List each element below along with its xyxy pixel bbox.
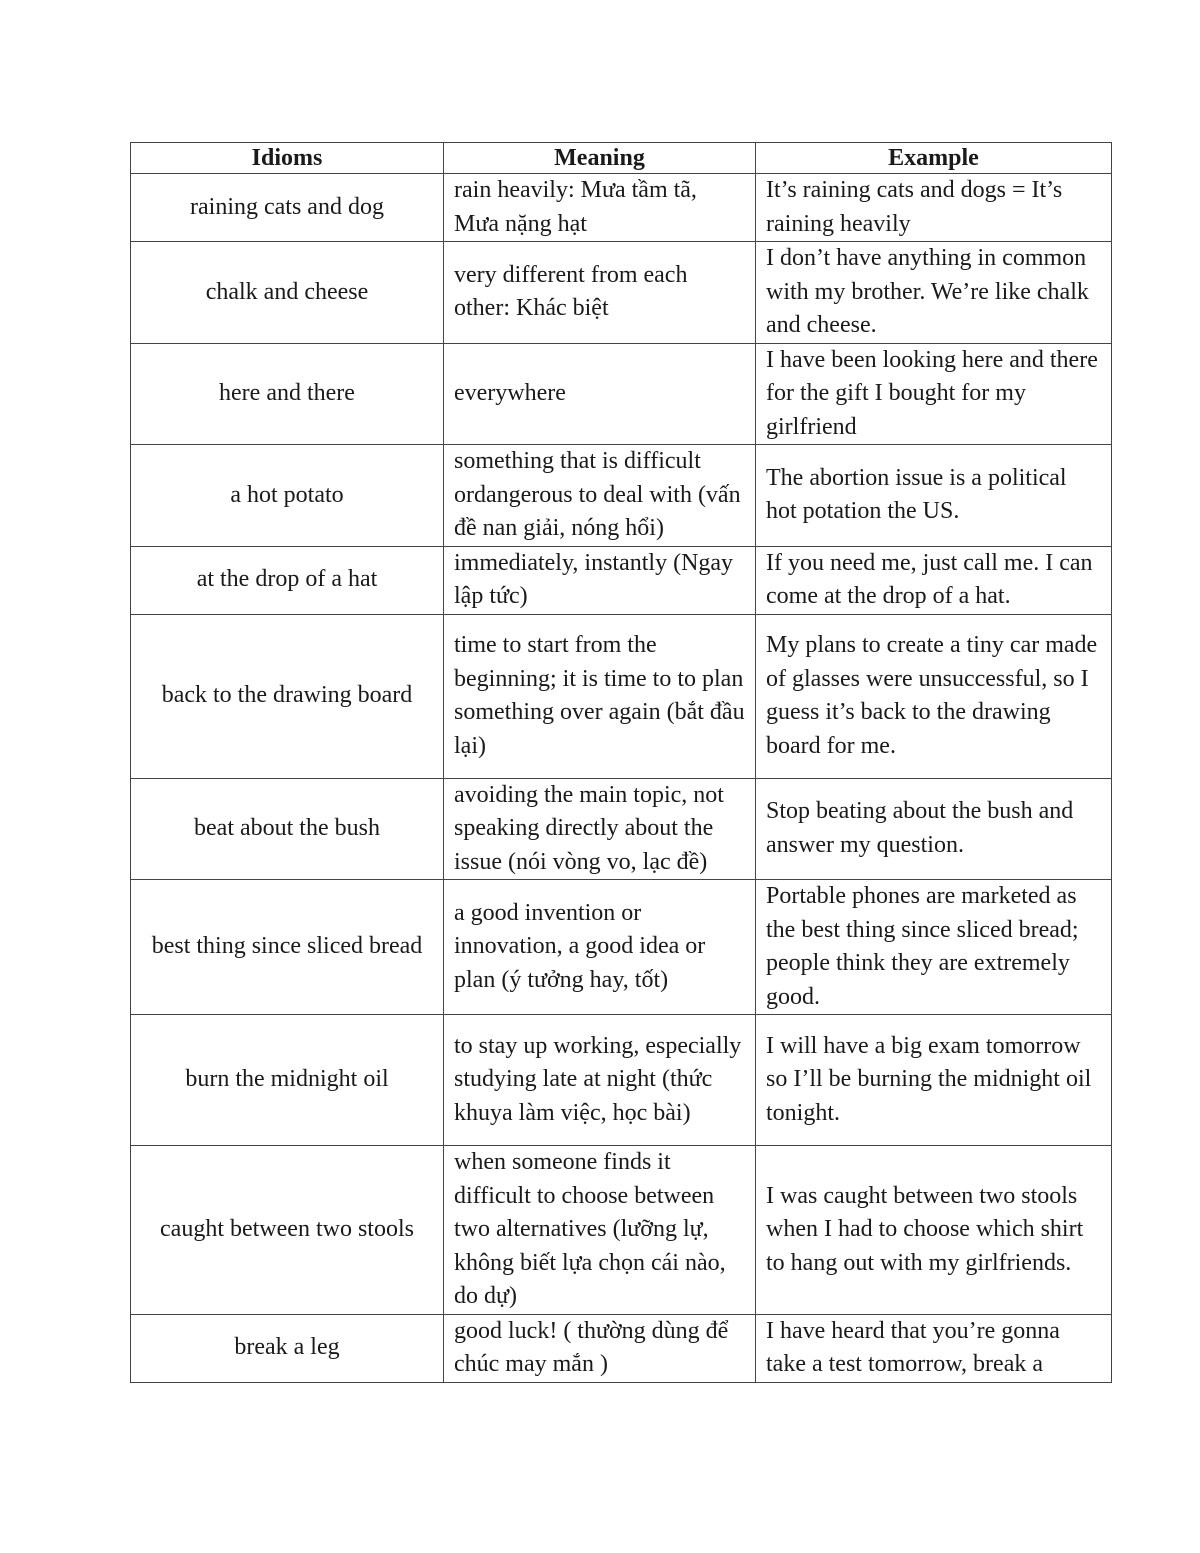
meaning-cell: when someone finds it difficult to choose between two alternatives (lưỡng lự, không biết lựa chọn cái nào, do dự) [444,1146,756,1315]
example-cell: I was caught between two stools when I had to choose which shirt to hang out with my girlfriends. [756,1146,1112,1315]
table-row [131,1015,1112,1146]
meaning-cell: immediately, instantly (Ngay lập tức) [444,546,756,614]
example-cell: I have heard that you’re gonna take a test tomorrow, break a [756,1314,1112,1382]
idiom-cell: back to the drawing board [131,614,444,778]
idioms-table [130,142,1112,1383]
meaning-cell: to stay up working, especially studying late at night (thức khuya làm việc, học bài) [444,1015,756,1146]
meaning-cell: avoiding the main topic, not speaking directly about the issue (nói vòng vo, lạc đề) [444,778,756,880]
meaning-cell: everywhere [444,343,756,445]
meaning-cell: good luck! ( thường dùng để chúc may mắn ) [444,1314,756,1382]
idiom-cell: beat about the bush [131,778,444,880]
example-cell: Stop beating about the bush and answer my question. [756,778,1112,880]
header-idioms: Idioms [131,143,444,174]
idiom-cell: break a leg [131,1314,444,1382]
table-row [131,1146,1112,1315]
table-row [131,546,1112,614]
table-row [131,445,1112,547]
table-row [131,880,1112,1015]
table-row [131,242,1112,344]
idiom-cell: at the drop of a hat [131,546,444,614]
example-cell: I don’t have anything in common with my brother. We’re like chalk and cheese. [756,242,1112,344]
idiom-cell: best thing since sliced bread [131,880,444,1015]
meaning-cell: something that is difficult ordangerous to deal with (vấn đề nan giải, nóng hổi) [444,445,756,547]
example-cell: The abortion issue is a political hot potation the US. [756,445,1112,547]
table-row [131,343,1112,445]
table-row [131,174,1112,242]
meaning-cell: a good invention or innovation, a good idea or plan (ý tưởng hay, tốt) [444,880,756,1015]
meaning-cell: very different from each other: Khác biệt [444,242,756,344]
header-example: Example [756,143,1112,174]
example-cell: Portable phones are marketed as the best thing since sliced bread; people think they are extremely good. [756,880,1112,1015]
idiom-cell: a hot potato [131,445,444,547]
idiom-cell: chalk and cheese [131,242,444,344]
table-row [131,1314,1112,1382]
idiom-cell: caught between two stools [131,1146,444,1315]
idiom-cell: here and there [131,343,444,445]
table-row [131,778,1112,880]
table-row [131,614,1112,778]
idiom-cell: burn the midnight oil [131,1015,444,1146]
meaning-cell: rain heavily: Mưa tầm tã, Mưa nặng hạt [444,174,756,242]
header-row [131,143,1112,174]
example-cell: It’s raining cats and dogs = It’s raining heavily [756,174,1112,242]
example-cell: If you need me, just call me. I can come at the drop of a hat. [756,546,1112,614]
example-cell: My plans to create a tiny car made of glasses were unsuccessful, so I guess it’s back to the drawing board for me. [756,614,1112,778]
header-meaning: Meaning [444,143,756,174]
example-cell: I will have a big exam tomorrow so I’ll be burning the midnight oil tonight. [756,1015,1112,1146]
idiom-cell: raining cats and dog [131,174,444,242]
meaning-cell: time to start from the beginning; it is time to to plan something over again (bắt đầu lại) [444,614,756,778]
example-cell: I have been looking here and there for the gift I bought for my girlfriend [756,343,1112,445]
